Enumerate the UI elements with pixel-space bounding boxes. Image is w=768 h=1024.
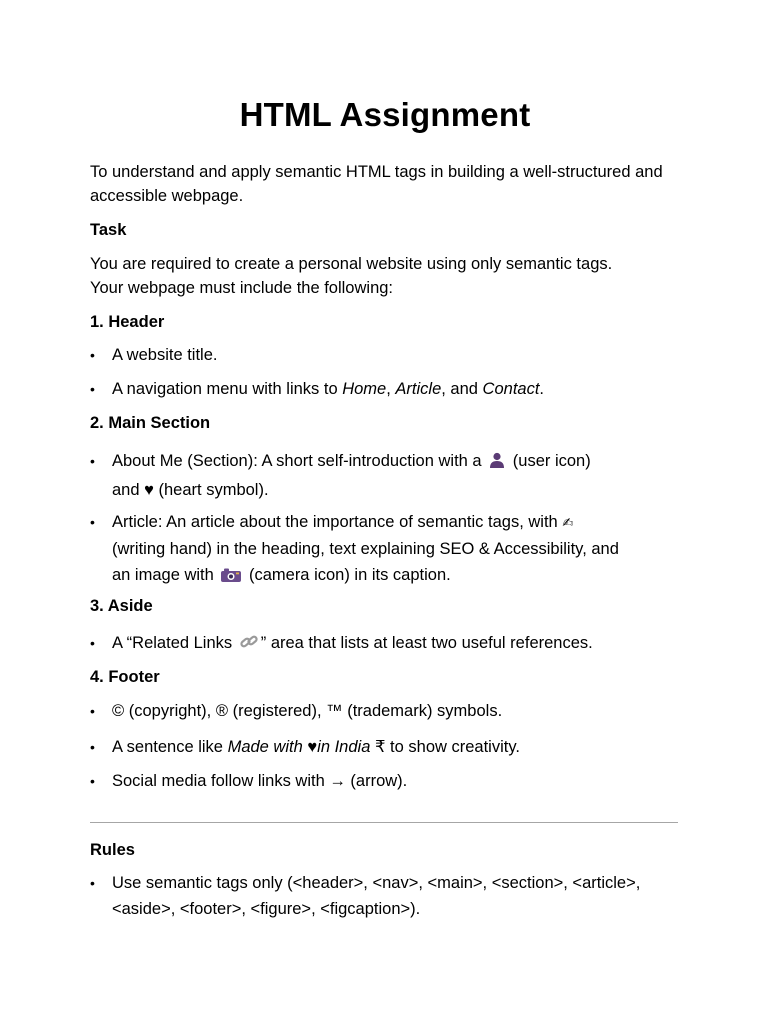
section-footer-heading: 4. Footer <box>90 668 160 686</box>
nav-contact-label: Contact <box>482 380 540 398</box>
about-me-text: About Me (Section): A short self-introduction with a <box>112 452 487 470</box>
footer-bullet-2-end: to show creativity. <box>385 738 520 756</box>
article-bullet-line-3: an image with <box>112 566 219 584</box>
article-bullet-line-3-end: (camera icon) in its caption. <box>244 566 451 584</box>
section-header-heading: 1. Header <box>90 313 165 331</box>
task-line-1: You are required to create a personal website using only semantic tags. <box>90 255 613 273</box>
list-item <box>112 698 672 724</box>
header-bullet-2-text: A navigation menu with links to <box>112 380 343 398</box>
made-with-phrase: Made with ♥in India <box>227 738 371 756</box>
nav-home-label: Home <box>342 380 387 398</box>
about-me-line-2-end: (heart symbol). <box>153 481 269 499</box>
list-item <box>112 509 672 591</box>
camera-icon <box>220 565 242 591</box>
rules-bullet-line-1: Use semantic tags only (<header>, <nav>, <main>, <section>, <article>, <box>112 874 641 892</box>
intro-paragraph: To understand and apply semantic HTML tags in building a well-structured and accessible webpage. <box>90 163 663 205</box>
separator: , <box>386 380 396 398</box>
writing-hand-icon: ✍ <box>562 515 574 530</box>
footer-bullet-2-text: A sentence like <box>112 738 228 756</box>
period: . <box>539 380 545 398</box>
document-title: HTML Assignment <box>239 96 531 133</box>
article-bullet-line-1: Article: An article about the importance of semantic tags, with <box>112 513 563 531</box>
heart-icon: ♥ <box>144 481 154 499</box>
list-item <box>112 376 672 402</box>
section-main-heading: 2. Main Section <box>90 414 211 432</box>
rupee-symbol: ₹ <box>370 738 386 756</box>
header-bullet-1: A website title. <box>112 346 218 364</box>
list-item <box>112 870 672 922</box>
list-item <box>112 768 672 794</box>
about-me-line-2: and <box>112 481 145 499</box>
list-item <box>112 630 672 659</box>
task-heading: Task <box>90 221 127 239</box>
task-line-2: Your webpage must include the following: <box>90 279 394 297</box>
aside-bullet-text-end: ” area that lists at least two useful references. <box>260 634 593 652</box>
divider <box>90 822 678 823</box>
list-item <box>112 342 672 368</box>
article-bullet-line-2: (writing hand) in the heading, text explaining SEO & Accessibility, and <box>112 540 619 558</box>
link-icon <box>239 633 259 659</box>
footer-bullet-1: © (copyright), ® (registered), ™ (trademark) symbols. <box>112 702 503 720</box>
footer-bullet-3: Social media follow links with → (arrow). <box>112 772 408 790</box>
nav-article-label: Article <box>395 380 442 398</box>
separator: , and <box>441 380 483 398</box>
rules-heading: Rules <box>90 841 135 859</box>
section-aside-heading: 3. Aside <box>90 597 153 615</box>
rules-bullet-line-2: <aside>, <footer>, <figure>, <figcaption>). <box>112 900 421 918</box>
list-item <box>112 448 672 503</box>
about-me-text-2: (user icon) <box>508 452 591 470</box>
aside-bullet-text: A “Related Links <box>112 634 237 652</box>
list-item <box>112 734 672 760</box>
user-icon <box>488 451 506 477</box>
